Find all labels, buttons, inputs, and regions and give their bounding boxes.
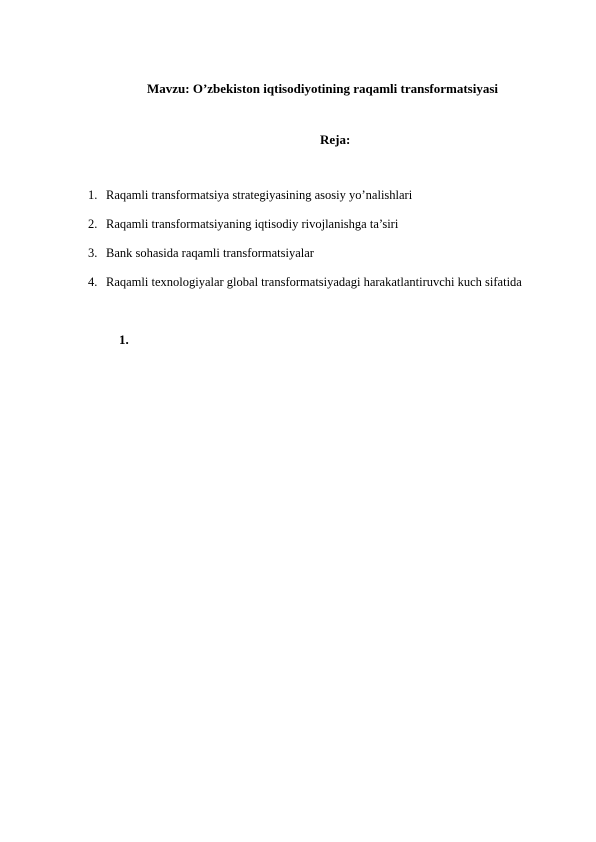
plan-item <box>88 214 538 235</box>
plan-item-text: Raqamli texnologiyalar global transformatsiyadagi harakatlantiruvchi kuch sifatida <box>106 275 522 289</box>
plan-item-text: Raqamli transformatsiyaning iqtisodiy rivojlanishga ta’siri <box>106 217 399 231</box>
plan-heading: Reja: <box>320 132 351 147</box>
plan-list <box>88 185 538 301</box>
plan-item-text: Raqamli transformatsiya strategiyasining asosiy yo’nalishlari <box>106 188 413 202</box>
plan-item-text: Bank sohasida raqamli transformatsiyalar <box>106 246 314 260</box>
plan-item-number: 4. <box>88 275 98 289</box>
plan-item <box>88 243 538 264</box>
section-number: 1. <box>119 332 129 347</box>
plan-item-number: 1. <box>88 188 98 202</box>
plan-item <box>88 185 538 206</box>
document-title: Mavzu: O’zbekiston iqtisodiyotining raqamli transformatsiyasi <box>147 81 499 96</box>
plan-item-number: 2. <box>88 217 98 231</box>
plan-item-number: 3. <box>88 246 98 260</box>
plan-item <box>88 272 538 293</box>
